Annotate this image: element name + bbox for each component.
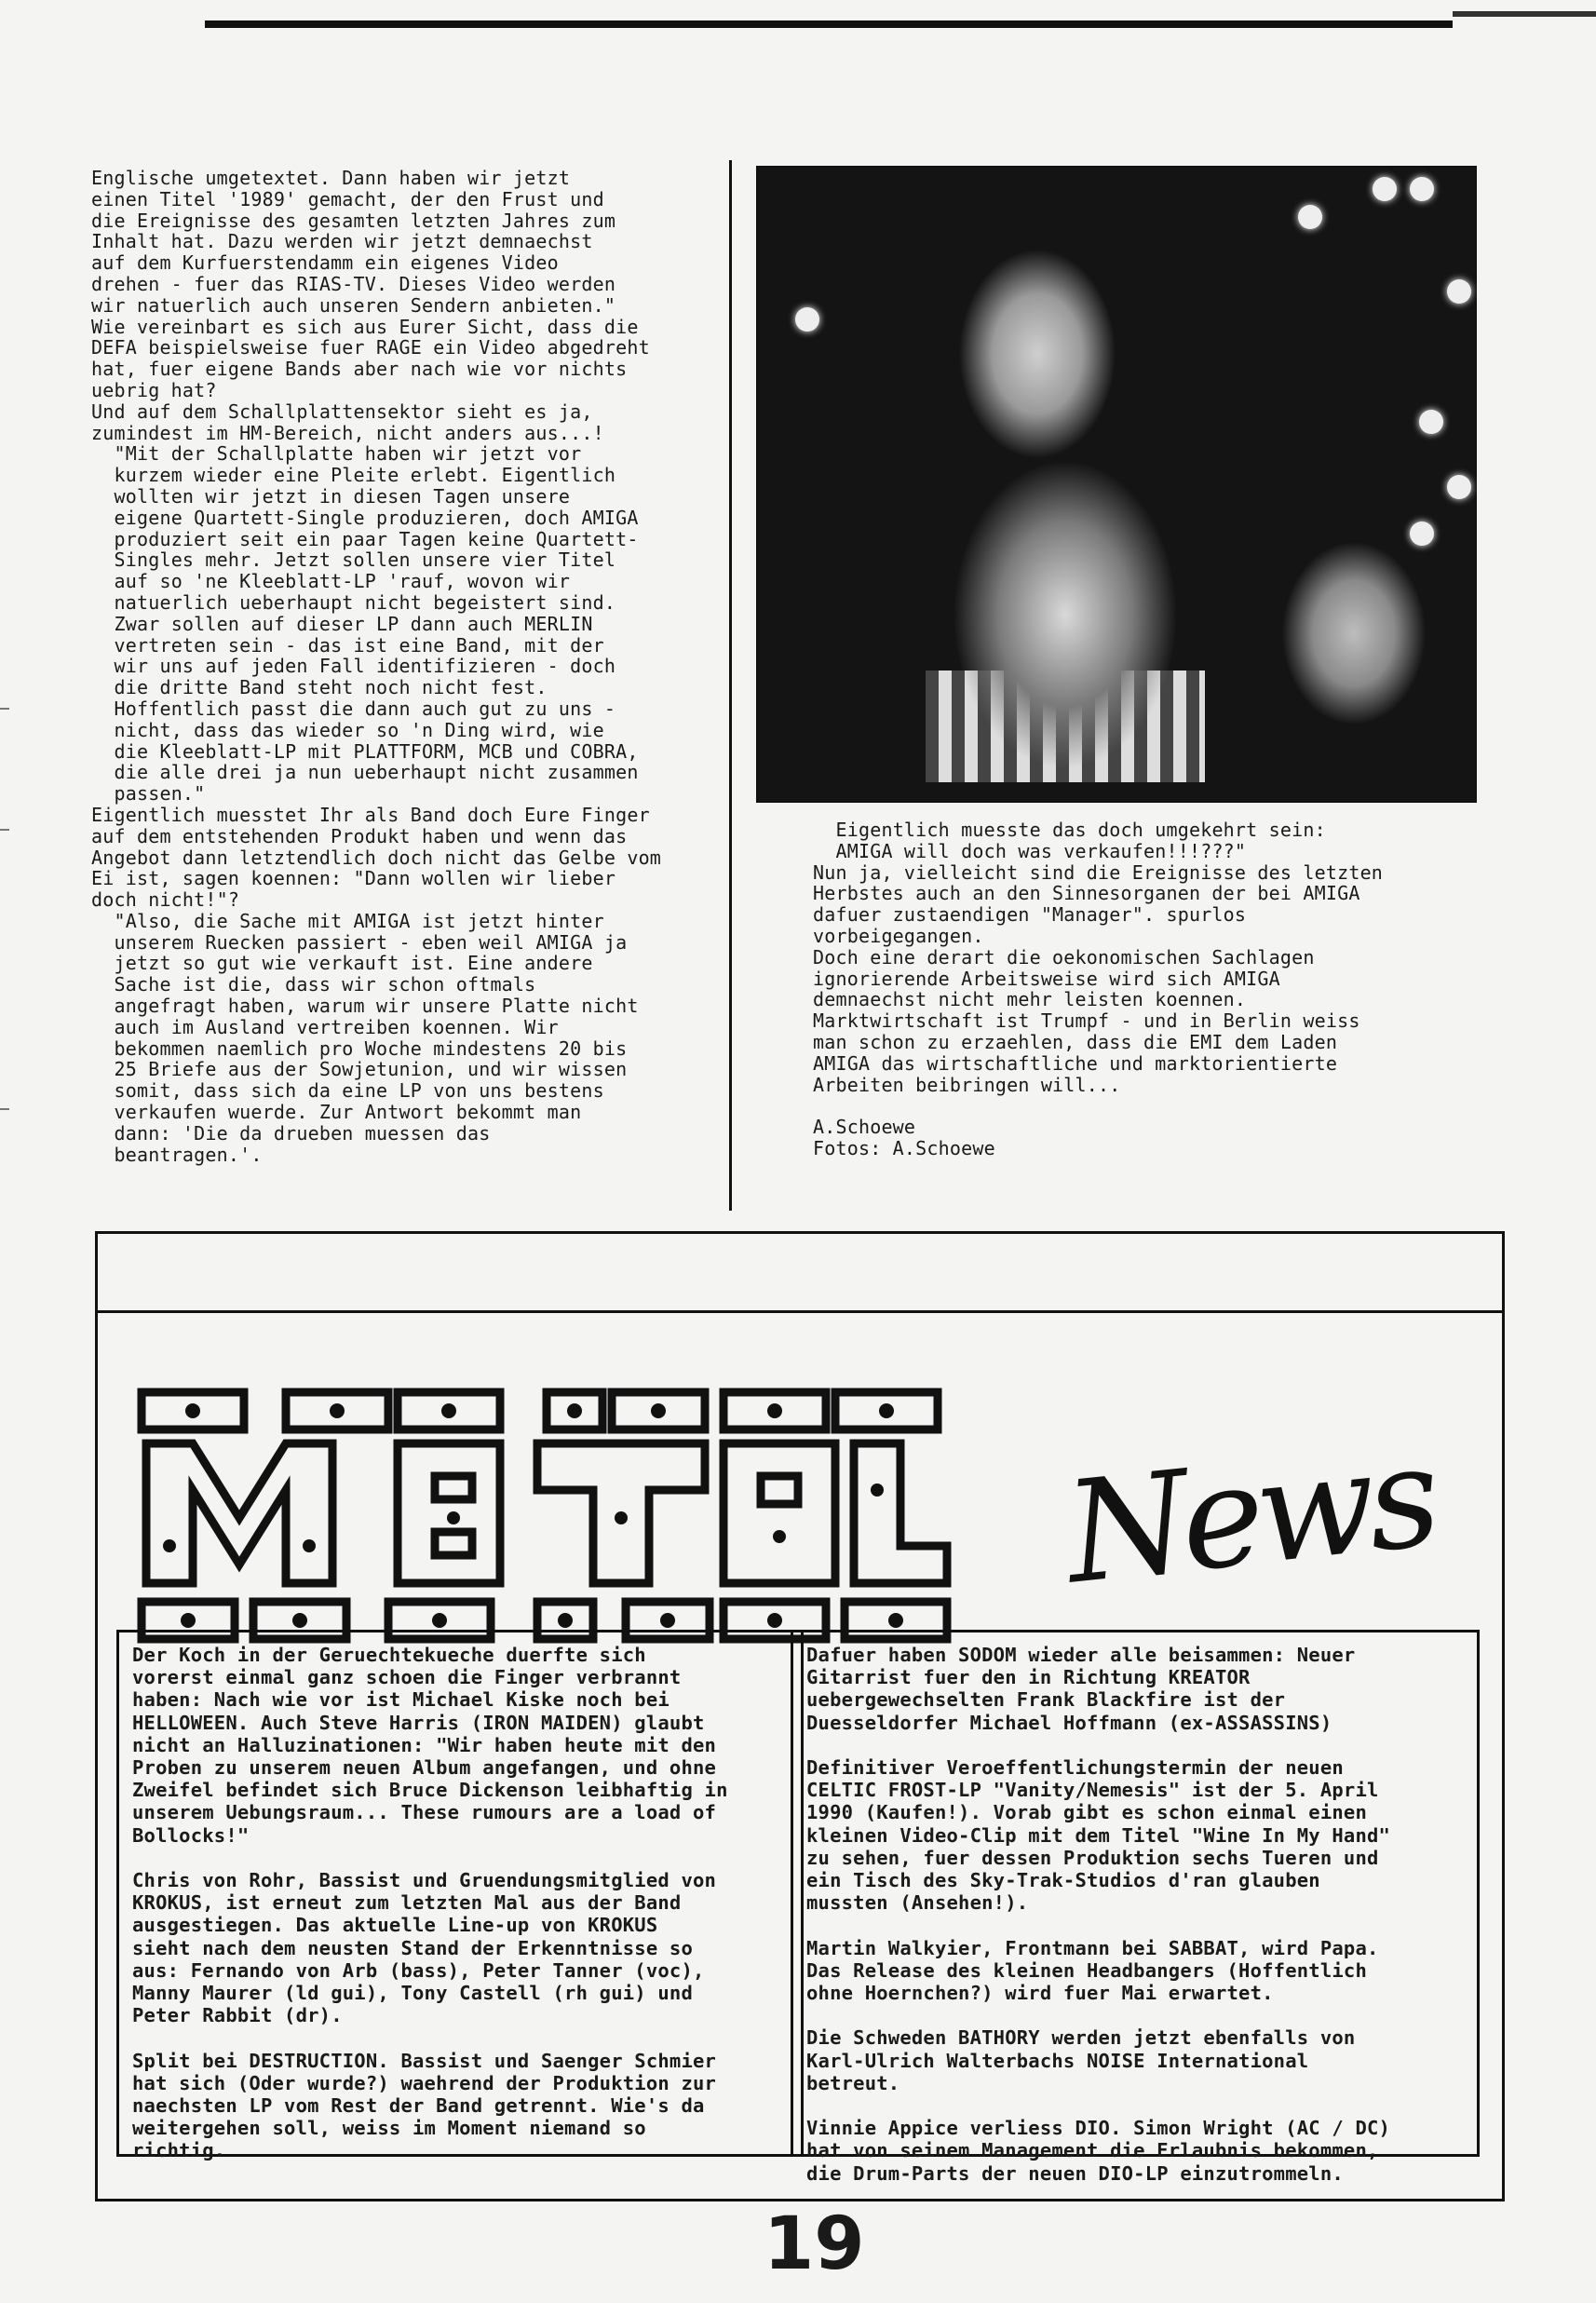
news-left-text: Der Koch in der Geruechtekueche duerfte sich vorerst einmal ganz schoen die Finger verbrannt haben: Nach wie vor ist Michael Kiske noch bei HELLOWEEN. Auch Steve Harris (IRON MAIDEN) glaubt nicht an Halluzinationen: "Wir haben heute mit den Proben zu unserem neuen Album angefangen, und ohne Zweifel befindet sich Bruce Dickenson leibhaftig in unserem Uebungsraum... These rumours are a load of Bollocks!" Chris von Rohr, Bassist und Gruendungsmitglied von KROKUS, ist erneut zum letzten Mal aus der Band ausgestiegen. Das aktuelle Line-up von KROKUS sieht nach dem neusten Stand der Erkenntnisse so aus: Fernando von Arb (bass), Peter Tanner (voc), Manny Maurer (ld gui), Tony Castell (rh gui) und Peter Rabbit (dr). Split bei DESTRUCTION. Bassist und Saenger Schmier hat sich (Oder wurde?) waehrend der Produktion zur naechsten LP vom Rest der Band getrennt. Wie's da weitergehen soll, weiss im Moment niemand so richtig. (132, 1644, 728, 2162)
news-script-logo: News (1059, 1416, 1440, 1616)
stage-light (1298, 205, 1322, 229)
news-left-box (116, 1630, 804, 2162)
stage-light (1447, 475, 1471, 499)
stage-light (1410, 522, 1434, 546)
margin-mark (0, 829, 9, 831)
top-rule (205, 20, 1546, 28)
metal-logo (128, 1378, 966, 1658)
band-concert-photo (756, 166, 1477, 803)
article-right-column: Eigentlich muesste das doch umgekehrt sein: AMIGA will doch was verkaufen!!!???" Nun ja, vielleicht sind die Ereignisse des letzten Herbstes auch an den Sinnesorganen der bei AMIGA dafuer zustaendigen "Manager". spurlos vorbeigegangen. Doch eine derart die oekonomischen Sachlagen ignorierende Arbeitsweise wird sich AMIGA demnaechst nicht mehr leisten koennen. Marktwirtschaft ist Trumpf - und in Berlin weiss man schon zu erzaehlen, dass die EMI dem Laden AMIGA das wirtschaftliche und marktorientierte Arbeiten beibringen will... A.Schoewe Fotos: A.Schoewe (813, 819, 1384, 1159)
stage-light (1410, 177, 1434, 201)
news-right-box (791, 1630, 1480, 2185)
stage-light (1419, 410, 1443, 434)
metal-news-section (95, 1231, 1505, 2201)
section-header-rule (98, 1310, 1502, 1313)
page-number: 19 (764, 2202, 865, 2286)
stage-light (795, 307, 819, 332)
margin-mark (0, 1108, 9, 1110)
stage-light (1447, 279, 1471, 304)
column-divider (729, 160, 732, 1211)
top-corner-mark (1453, 0, 1596, 28)
news-right-text: Dafuer haben SODOM wieder alle beisammen: Neuer Gitarrist fuer den in Richtung KREATOR uebergewechselten Frank Blackfire ist der Duesseldorfer Michael Hoffmann (ex-ASSASSINS) Definitiver Veroeffentlichungstermin der neuen CELTIC FROST-LP "Vanity/Nemesis" ist der 5. April 1990 (Kaufen!). Vorab gibt es schon einmal einen kleinen Video-Clip mit dem Titel "Wine In My Hand" zu sehen, fuer dessen Produktion sechs Tueren und ein Tisch des Sky-Trak-Studios d'ran glauben mussten (Ansehen!). Martin Walkyier, Frontmann bei SABBAT, wird Papa. Das Release des kleinen Headbangers (Hoffentlich ohne Hoernchen?) wird fuer Mai erwartet. Die Schweden BATHORY werden jetzt ebenfalls von Karl-Ulrich Walterbachs NOISE International betreut. Vinnie Appice verliess DIO. Simon Wright (AC / DC) hat von seinem Management die Erlaubnis bekommen, die Drum-Parts der neuen DIO-LP einzutrommeln. (806, 1644, 1391, 2185)
stage-light (1373, 177, 1397, 201)
article-left-column: Englische umgetextet. Dann haben wir jetzt einen Titel '1989' gemacht, der den Frust und die Ereignisse des gesamten letzten Jahres zum Inhalt hat. Dazu werden wir jetzt demnaechst auf dem Kurfuerstendamm ein eigenes Video drehen - fuer das RIAS-TV. Dieses Video werden wir natuerlich auch unseren Sendern anbieten." Wie vereinbart es sich aus Eurer Sicht, dass die DEFA beispielsweise fuer RAGE ein Video abgedreht hat, fuer eigene Bands aber nach wie vor nichts uebrig hat? Und auf dem Schallplattensektor sieht es ja, zumindest im HM-Bereich, nicht anders aus...! "Mit der Schallplatte haben wir jetzt vor kurzem wieder eine Pleite erlebt. Eigentlich wollten wir jetzt in diesen Tagen unsere eigene Quartett-Single produzieren, doch AMIGA produziert seit ein paar Tagen keine Quartett- Singles mehr. Jetzt sollen unsere vier Titel auf so 'ne Kleeblatt-LP 'rauf, wovon wir natuerlich ueberhaupt nicht begeistert sind. Zwar sollen auf dieser LP dann auch MERLIN vertreten sein - das ist eine Band, mit der wir uns auf jeden Fall identifizieren - doch die dritte Band steht noch nicht fest. Hoffentlich passt die dann auch gut zu uns - nicht, dass das wieder so 'n Ding wird, wie die Kleeblatt-LP mit PLATTFORM, MCB und COBRA, die alle drei ja nun ueberhaupt nicht zusammen passen." Eigentlich muesstet Ihr als Band doch Eure Finger auf dem entstehenden Produkt haben und wenn das Angebot dann letztendlich doch nicht das Gelbe vom Ei ist, sagen koennen: "Dann wollen wir lieber doch nicht!"? "Also, die Sache mit AMIGA ist jetzt hinter unserem Ruecken passiert - eben weil AMIGA ja jetzt so gut wie verkauft ist. Eine andere Sache ist die, dass wir schon oftmals angefragt haben, warum wir unsere Platte nicht auch im Ausland vertreiben koennen. Wir bekommen naemlich pro Woche mindestens 20 bis 25 Briefe aus der Sowjetunion, und wir wissen somit, dass sich da eine LP von uns bestens verkaufen wuerde. Zur Antwort bekommt man dann: 'Die da drueben muessen das beantragen.'. (91, 167, 662, 1166)
margin-mark (0, 708, 9, 710)
